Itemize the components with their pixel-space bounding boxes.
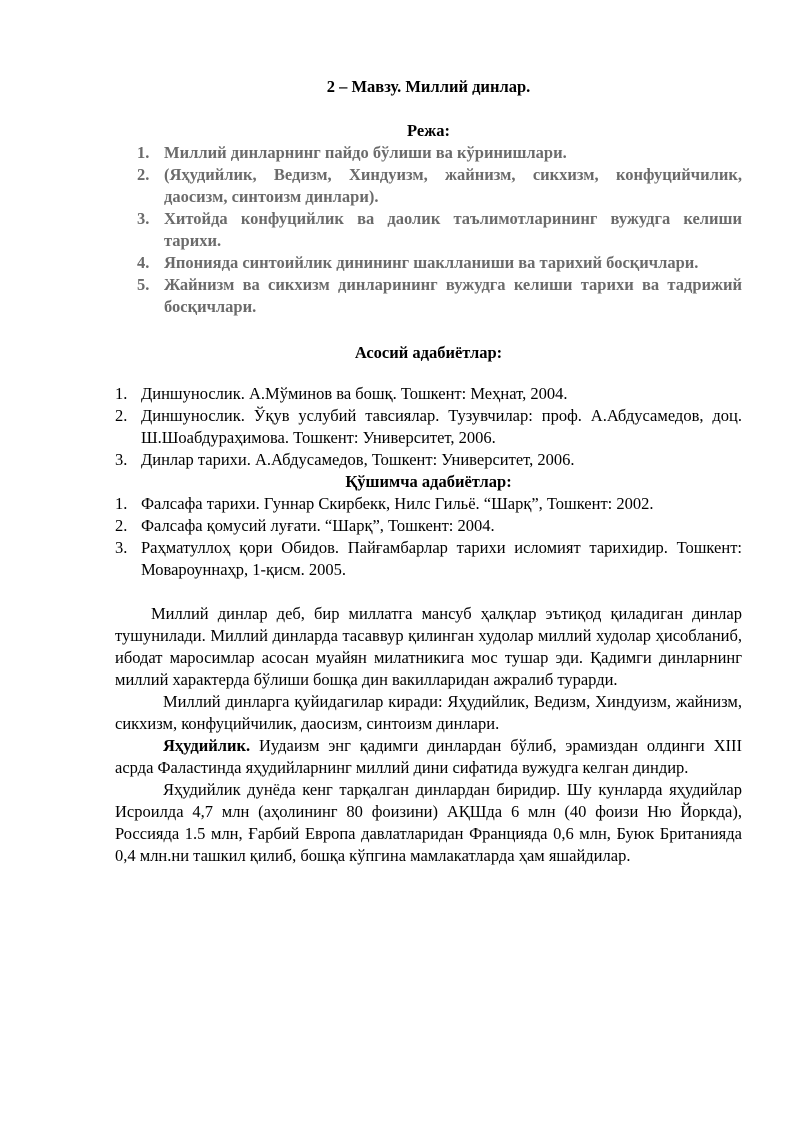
additional-literature-heading: Қўшимча адабиётлар: — [345, 472, 512, 491]
plan-item — [137, 208, 742, 252]
literature-item — [115, 515, 742, 537]
literature-item — [115, 537, 742, 581]
plan-item-number: 2. — [137, 165, 150, 184]
plan-item — [137, 252, 742, 274]
literature-item — [115, 405, 742, 449]
plan-item-text: Жайнизм ва сикхизм динларининг вужудга келиши тарихи ва тадрижий босқичлари. — [164, 275, 742, 316]
plan-item-number: 3. — [137, 209, 150, 228]
main-literature-list — [115, 383, 742, 471]
literature-item-text: Диншунослик. А.Мўминов ва бошқ. Тошкент: Меҳнат, 2004. — [141, 384, 568, 403]
body-text — [115, 603, 742, 867]
plan-item-number: 5. — [137, 275, 150, 294]
plan-list — [137, 142, 742, 318]
paragraph-text: Иудаизм энг қадимги динлардан бўлиб, эрамиздан олдинги XIII асрда Фаластинда яҳудийларнинг миллий дини сифатида вужудга келган диндир. — [115, 736, 742, 777]
literature-item — [115, 493, 742, 515]
main-literature-heading: Асосий адабиётлар: — [354, 343, 503, 362]
literature-item-number: 2. — [115, 516, 128, 535]
page-title: 2 – Мавзу. Миллий динлар. — [326, 77, 531, 96]
additional-literature-list — [115, 493, 742, 581]
plan-item — [137, 164, 742, 208]
literature-item — [115, 449, 742, 471]
plan-heading: Режа: — [407, 121, 450, 140]
plan-item-number: 1. — [137, 143, 150, 162]
paragraph — [115, 735, 742, 779]
term-heading: Яҳудийлик. — [163, 736, 251, 755]
literature-item-text: Раҳматуллоҳ қори Обидов. Пайғамбарлар тарихи исломият тарихидир. Тошкент: Мовароуннаҳр, 1-қисм. 2005. — [141, 538, 742, 579]
paragraph: Яҳудийлик дунёда кенг тарқалган динлардан биридир. Шу кунларда яҳудийлар Исроилда 4,7 млн (аҳолининг 80 фоизини) АҚШда 6 млн (40 фоизи Ню Йоркда), Россияда 1.5 млн, Ғарбий Европа давлатларидан Францияда 0,6 млн, Буюк Британияда 0,4 млн.ни ташкил қилиб, бошқа кўпгина мамлакатларда ҳам яшайдилар. — [115, 780, 742, 865]
plan-item-text: (Яҳудийлик, Ведизм, Хиндуизм, жайнизм, сикхизм, конфуцийчилик, даосизм, синтоизм динлари). — [164, 165, 742, 206]
plan-item-text: Миллий динларнинг пайдо бўлиши ва кўринишлари. — [164, 143, 567, 162]
literature-item-number: 1. — [115, 384, 128, 403]
plan-item-text: Хитойда конфуцийлик ва даолик таълимотларининг вужудга келиши тарихи. — [164, 209, 742, 250]
plan-item-number: 4. — [137, 253, 150, 272]
literature-item-number: 1. — [115, 494, 128, 513]
plan-item — [137, 142, 742, 164]
literature-item — [115, 383, 742, 405]
literature-item-number: 3. — [115, 538, 128, 557]
document-page — [115, 76, 742, 867]
paragraph: Миллий динларга қуйидагилар киради: Яҳудийлик, Ведизм, Хиндуизм, жайнизм, сикхизм, конфуцийчилик, даосизм, синтоизм динлари. — [115, 692, 742, 733]
literature-item-text: Фалсафа тарихи. Гуннар Скирбекк, Нилс Гильё. “Шарқ”, Тошкент: 2002. — [141, 494, 654, 513]
plan-item-text: Японияда синтоийлик динининг шаклланиши ва тарихий босқичлари. — [164, 253, 699, 272]
literature-item-number: 3. — [115, 450, 128, 469]
plan-item — [137, 274, 742, 318]
paragraph: Миллий динлар деб, бир миллатга мансуб ҳалқлар эътиқод қиладиган динлар тушунилади. Миллий динларда тасаввур қилинган худолар миллий худолар ҳисобланиб, ибодат маросимлар асосан муайян милатникига мос тушар эди. Қадимги динларнинг миллий характерда бўлиши бошқа дин вакилларидан ажралиб турарди. — [115, 604, 742, 689]
literature-item-text: Фалсафа қомусий луғати. “Шарқ”, Тошкент: 2004. — [141, 516, 495, 535]
literature-item-number: 2. — [115, 406, 128, 425]
literature-item-text: Диншунослик. Ўқув услубий тавсиялар. Тузувчилар: проф. А.Абдусамедов, доц. Ш.Шоабдураҳимова. Тошкент: Университет, 2006. — [141, 406, 742, 447]
literature-item-text: Динлар тарихи. А.Абдусамедов, Тошкент: Университет, 2006. — [141, 450, 575, 469]
